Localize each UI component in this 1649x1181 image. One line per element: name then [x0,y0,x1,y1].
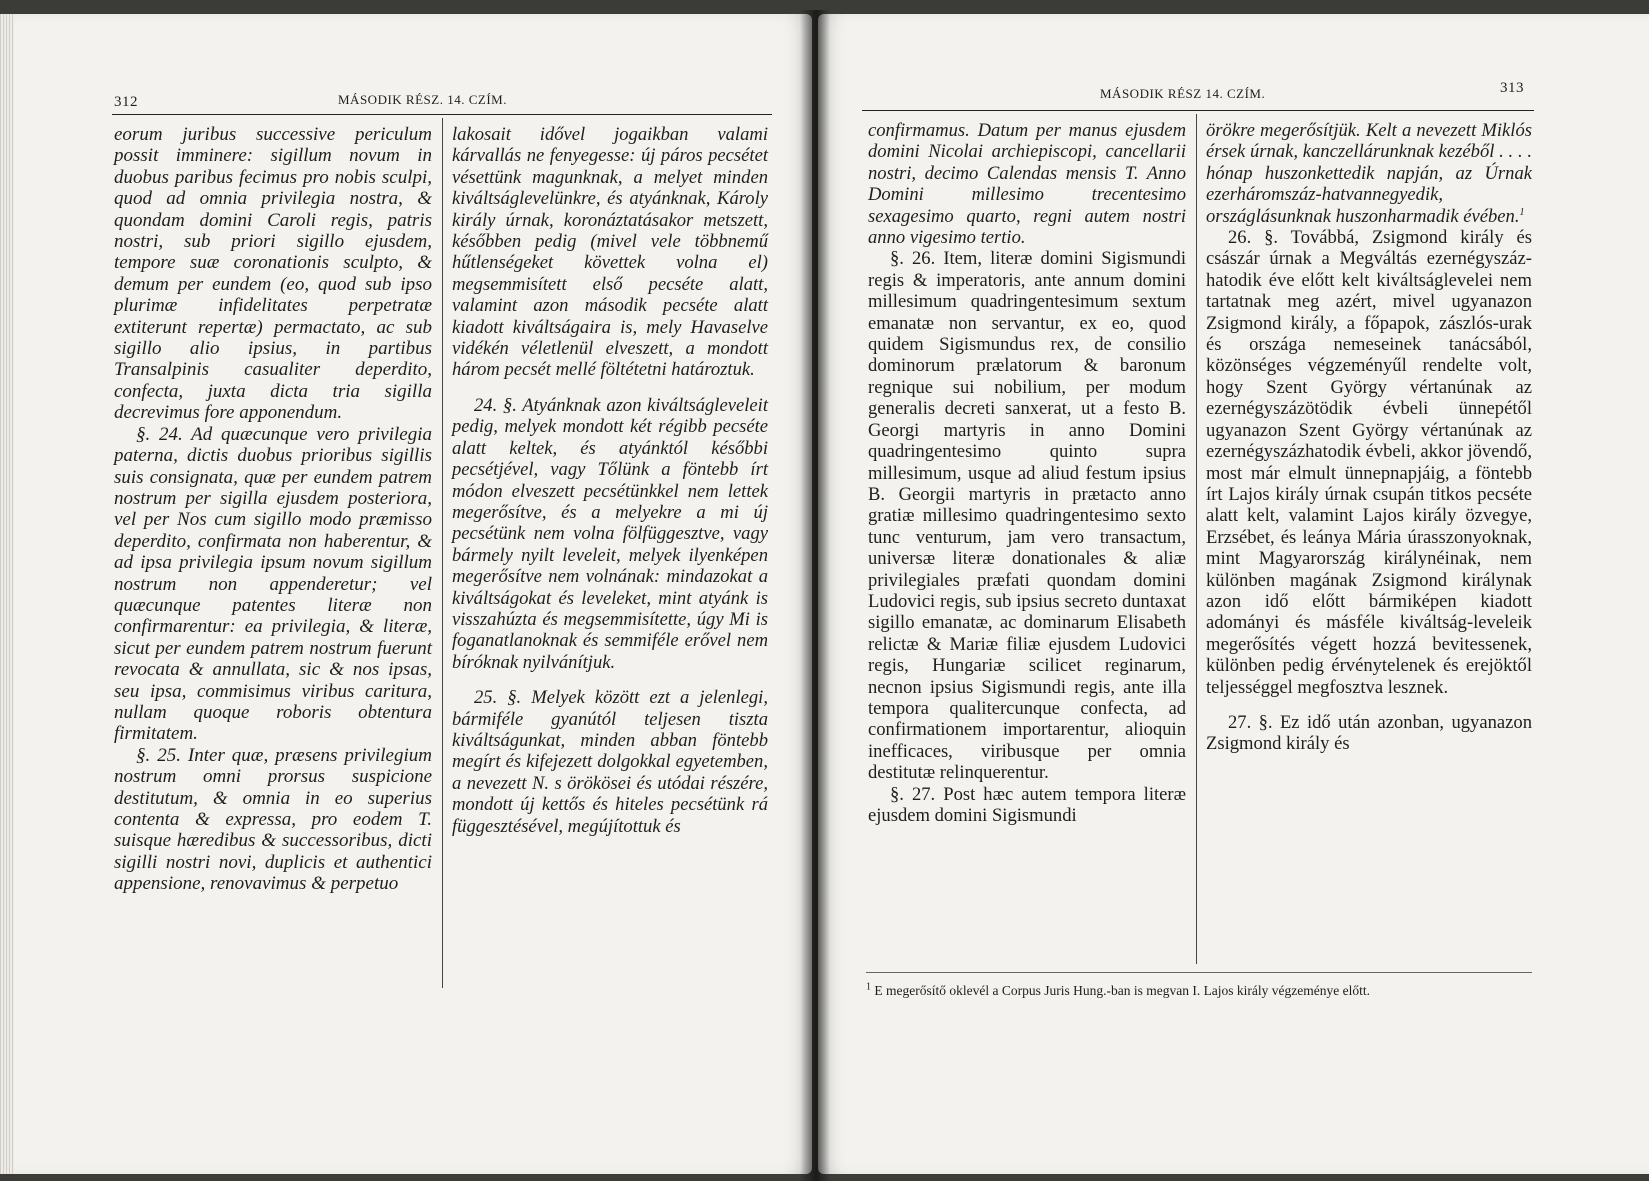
column-divider-right [1196,114,1197,964]
footnote [866,982,1530,1000]
paragraph-text: örökre megerősítjük. Kelt a nevezett Miklós érsek úrnak, kanczellárunknak kezéből . . . . hónap huszonkettedik napján, az Úrnak ezerháromszáz-hatvannegyedik, országlásunknak huszonharmadik évében. [1206,120,1532,227]
running-head-left: MÁSODIK RÉSZ. 14. CZÍM. [338,92,507,107]
footnote-number: 1 [866,981,871,993]
running-head-right: MÁSODIK RÉSZ 14. CZÍM. [1100,86,1266,101]
header-rule-right [862,110,1534,111]
page-number-right: 313 [1500,80,1524,96]
paragraph: eorum juribus successive periculum possit imminere: sigillum novum in duobus paribus fecimus pro nobis sculpi, quod ad omnia privilegia nostra, & quondam domini Caroli regis, patris nostri, sub priori sigillo ejusdem, tempore suæ coronationis sculpto, & demum per eundem (eo, quod sub ipso plurimæ infidelitates perpetratæ extiterunt repertæ) permactato, ac sub sigillo alio ipsius, in partibus Transalpinis casualiter deperdito, confecta, juxta dicta tria sigilla decrevimus fore apponendum. [114,124,432,424]
paragraph: 25. §. Melyek között ezt a jelenlegi, bármiféle gyanútól teljesen tiszta kiváltságunkat, minden abban föntebb megírt és kifejezett dolgokkal egyetemben, a nevezett N. s örökösei és utódai részére, mondott új kettős és hiteles pecsétünk rá függesztésével, megújítottuk és [452,687,768,837]
footnote-rule [866,972,1532,973]
latin-column-left [114,124,432,895]
column-divider-left [442,118,443,988]
page-edges [0,14,14,1174]
paragraph [1206,120,1532,227]
paragraph: §. 26. Item, literæ domini Sigismundi regis & imperatoris, ante annum domini millesimum quadringentesimum sextum emanatæ non servantur, ex eo, quod quidem Sigismundus rex, de consilio dominorum prælatorum & baronum regnique sui nobilium, per modum generalis decreti sanxerat, ut a festo B. Georgi martyris in anno Domini quadringentesimo quinto supra millesimum, usque ad aliud festum ipsius B. Georgii martyris in prætacto anno gratiæ millesimo quadringentesimo sexto tunc venturum, jam vero transactum, universæ literæ donationales & aliæ privilegiales præfati quondam domini Ludovici regis, sub ipsius secreto duntaxat sigillo emanatæ, ac dominarum Elisabeth relictæ & Mariæ filiæ ejusdem Ludovici regis, Hungariæ scilicet reginarum, necnon ipsius Sigismundi regis, ante illa tempora qualitercunque confecta, ad confirmationem importarentur, alioquin inefficaces, viribusque per omnia destitutæ relinquerentur. [868,248,1186,784]
paragraph: 26. §. Továbbá, Zsigmond király és császár úrnak a Megváltás ezernégyszáz-hatodik éve előtt kelt kiváltságlevelei nem tartatnak meg azért, mivel ugyanazon Zsigmond király, a főpapok, zászlós-urak és országa nemeseinek tanácsából, közönséges végzeményűl rendelte volt, hogy Szent György vértanúnak az ezernégyszázötödik évbeli ünnepétől ugyanazon Szent György vértanúnak az ezernégyszázhatodik évbeli, akkor jövendő, most már elmult ünnepnapjáig, a föntebb írt Lajos király úrnak csupán titkos pecséte alatt kelt, valamint Lajos király özvegye, Erzsébet, és leánya Mária úrasszonyoknak, mint Magyarország királynéinak, nem különben magának Zsigmond királynak azon idő előtt bármiképen kiadott adományi és másféle kiváltság-leveleik megerősítés végett hozzá bevitessenek, különben pedig érvénytelenek és erejöktől teljességgel megfosztva lesznek. [1206,227,1532,698]
book-gutter [800,10,830,1181]
hungarian-column-left [452,124,768,837]
hungarian-column-right [1206,120,1532,755]
paragraph: confirmamus. Datum per manus ejusdem domini Nicolai archiepiscopi, cancellarii nostri, decimo Calendas mensis T. Anno Domini millesimo trecentesimo sexagesimo quarto, regni autem nostri anno vigesimo tertio. [868,120,1186,249]
footnote-marker: 1 [1519,206,1525,218]
paragraph: lakosait idővel jogaikban valami kárvallás ne fenyegesse: új páros pecsétet vésettünk magunknak, a melyet minden kiváltságlevelünkre, és atyánknak, Károly király úrnak, koronáztatásakor metszett, későbben pedig (mivel vele többnemű hűtlenségeket követtek volna el) megsemmisített első pecséte alatt, valamint azon második pecséte alatt kiadott kiváltságaira is, mely Havaselve vidékén véletlenül elveszett, a mondott három pecsét mellé föltétetni határoztuk. [452,124,768,381]
header-rule-left [112,114,772,115]
footnote-text: E megerősítő oklevél a Corpus Juris Hung.-ban is megvan I. Lajos király végzeménye előtt. [874,983,1370,998]
latin-column-right [868,120,1186,826]
paragraph: §. 27. Post hæc autem tempora literæ ejusdem domini Sigismundi [868,783,1186,826]
page-number-left: 312 [114,94,138,110]
paragraph: §. 25. Inter quæ, præsens privilegium nostrum omni prorsus suspicione destitutum, & omnia in eo superius contenta & expressa, pro eodem T. suisque hæredibus & successoribus, dicti sigilli nostri novi, duplicis et authentici appensione, renovavimus & perpetuo [114,744,432,895]
paragraph: §. 24. Ad quæcunque vero privilegia paterna, dictis duobus prioribus sigillis suis consignata, quæ per eundem patrem nostrum per sigilla ejusdem posteriora, vel per Nos cum sigillo modo præmisso deperdito, confirmata non haberentur, & ad ipsa privilegia ipsum novum sigillum nostrum non appenderetur; vel quæcunque patentes literæ non confirmarentur: ea privilegia, & literæ, sicut per eundem patrem nostrum fuerunt revocata & annullata, sic & nos ipsas, seu ipsa, commisimus viribus caritura, nullam quoque roboris obtentura firmitatem. [114,423,432,745]
paragraph: 27. §. Ez idő után azonban, ugyanazon Zsigmond király és [1206,711,1532,755]
paragraph: 24. §. Atyánknak azon kiváltságleveleit pedig, melyek mondott két régibb pecséte alatt keltek, és atyánktól későbbi pecsétjével, vagy Tőlünk a föntebb írt módon elveszett pecsétünkkel nem lettek megerősítve, és a melyekre a mi új pecsétünk nem volna fölfüggesztve, vagy bármely nyilt leveleit, melyek ilyenképen megerősítve nem volnának: mindazokat a kiváltságokat és leveleket, mint atyánk is visszahúzta és megsemmisítette, úgy Mi is foganatlanoknak és semmiféle erővel nem bíróknak nyilvánítjuk. [452,394,768,673]
